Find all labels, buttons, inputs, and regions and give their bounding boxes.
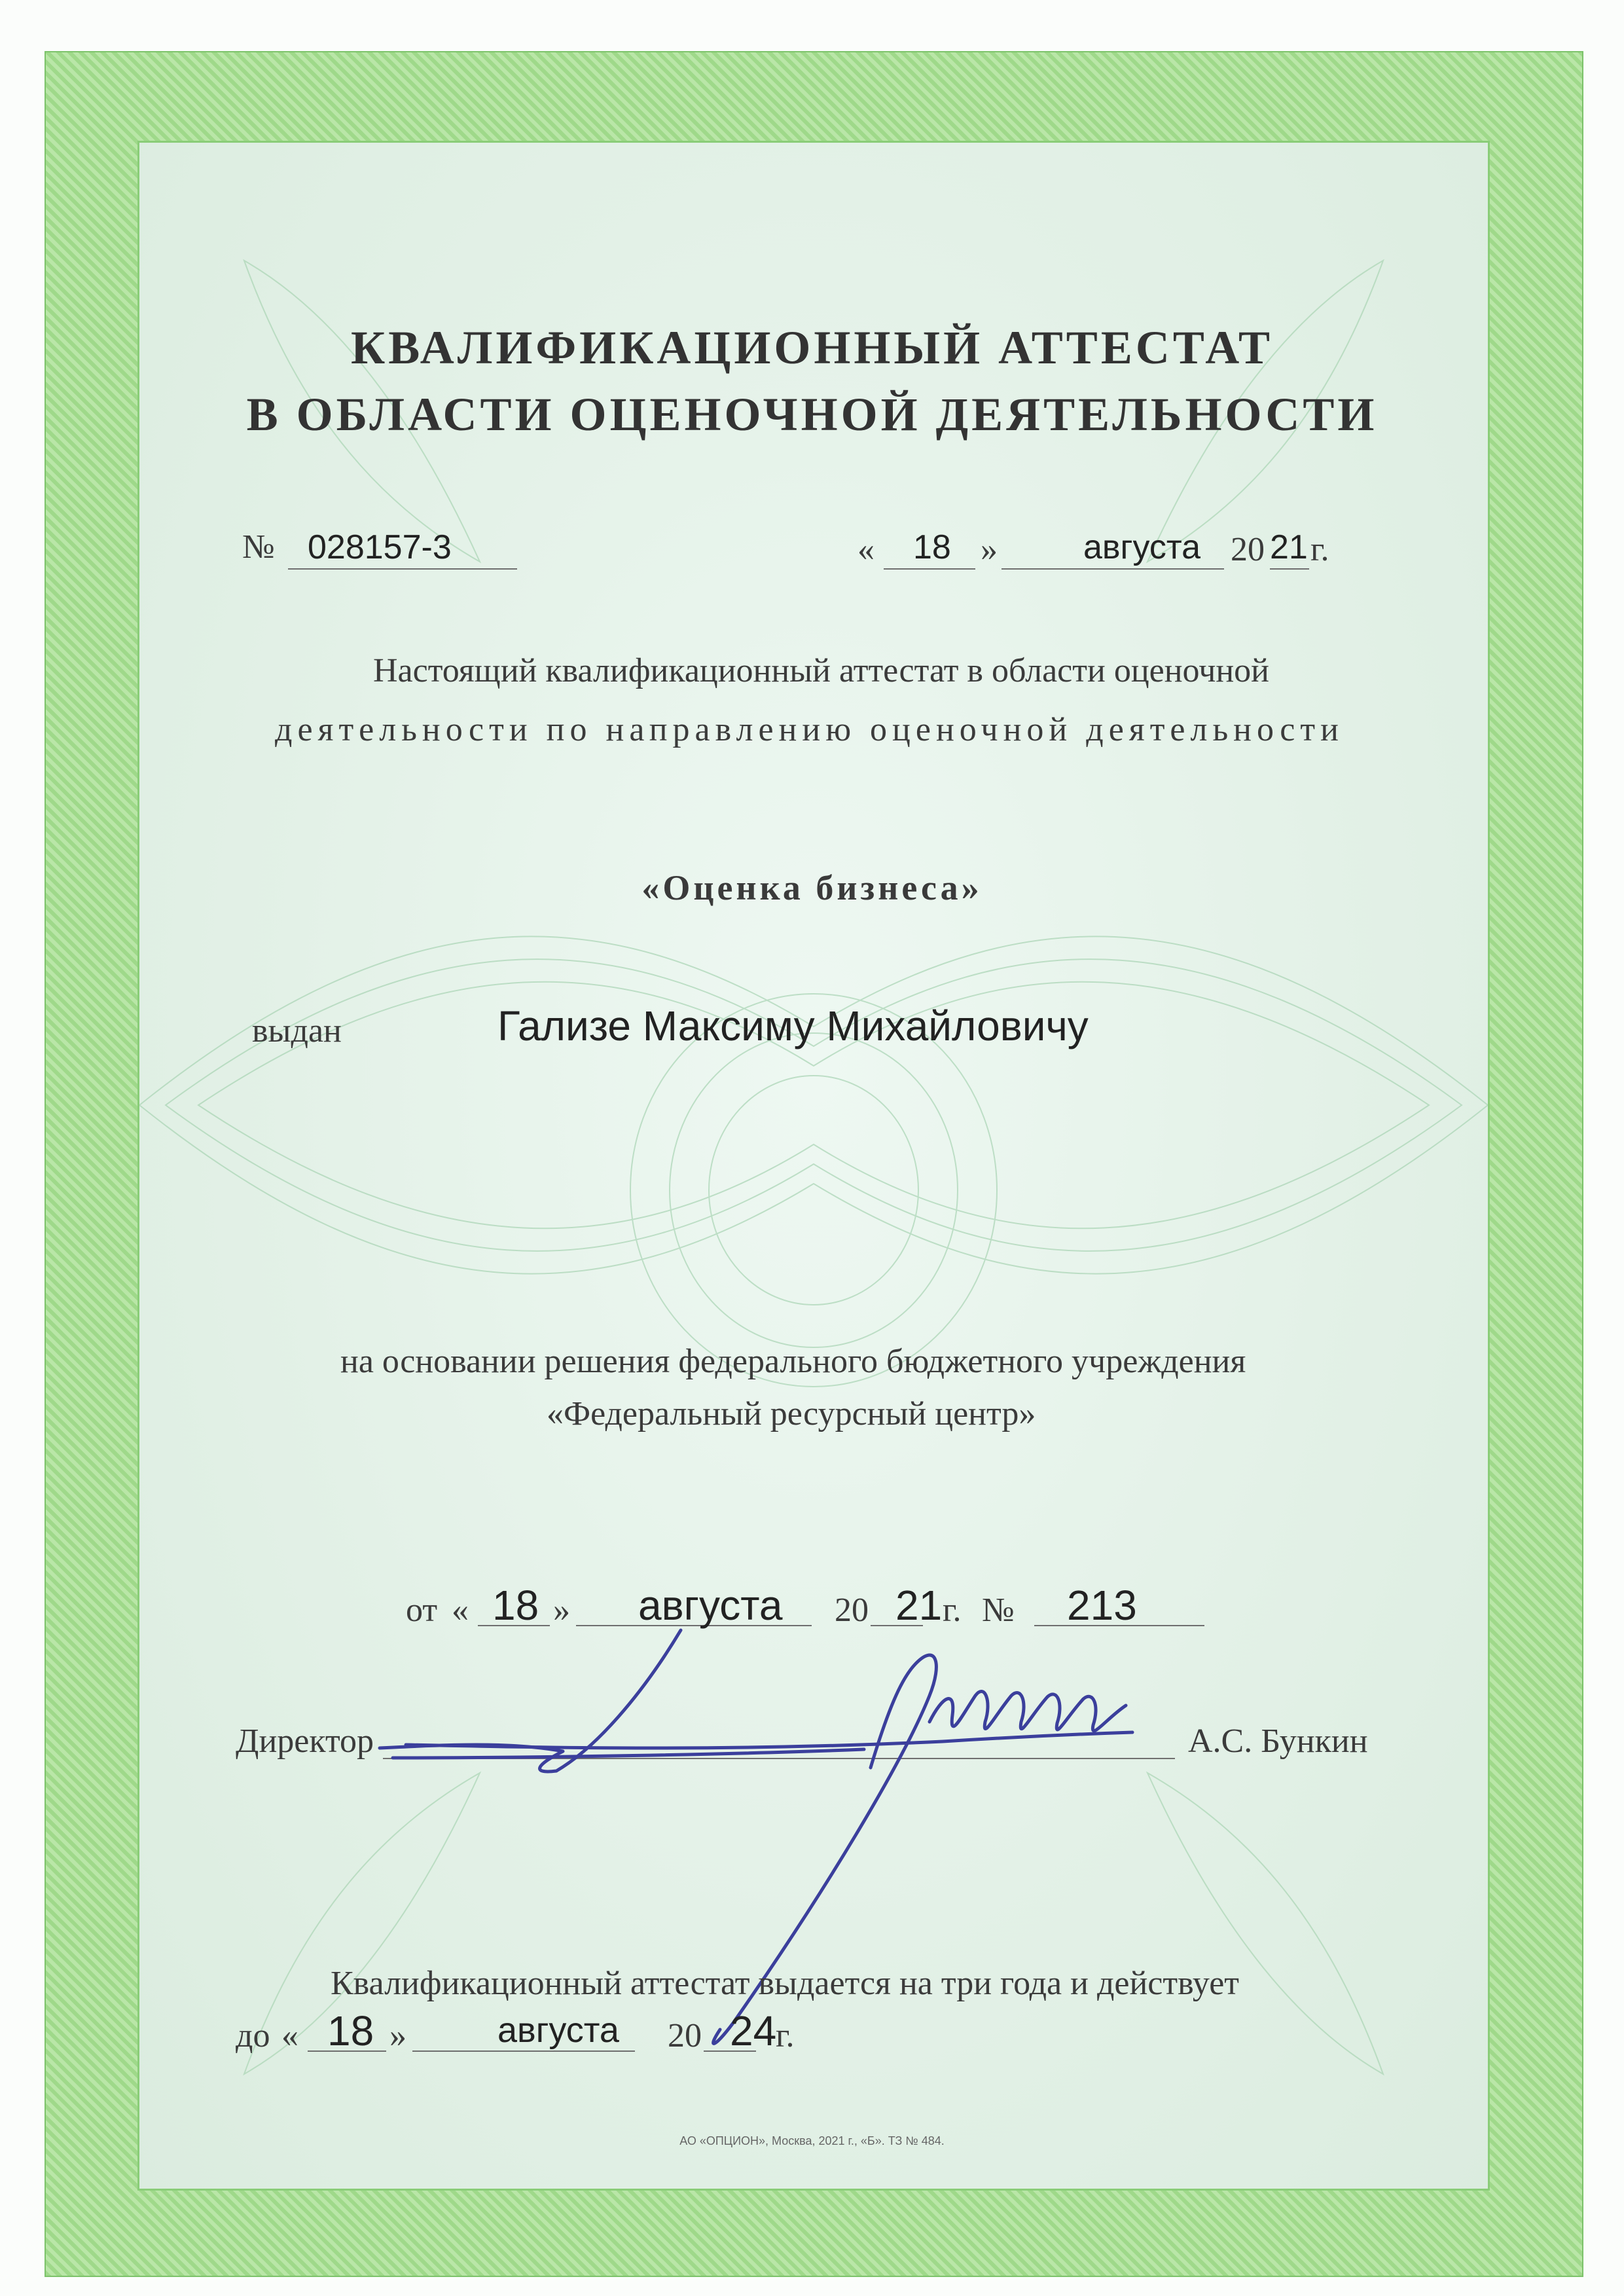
decision-close-quote: » <box>553 1592 570 1629</box>
holder-name: Гализе Максиму Михайловичу <box>497 1002 1089 1049</box>
valid-month-underline <box>412 2050 635 2052</box>
date-month-underline <box>1001 568 1224 570</box>
title-line-1: КВАЛИФИКАЦИОННЫЙ АТТЕСТАТ <box>351 321 1273 374</box>
date-open-quote: « <box>857 531 875 568</box>
issued-label: выдан <box>252 1012 342 1049</box>
valid-month: августа <box>497 2011 619 2050</box>
director-label: Директор <box>236 1722 374 1760</box>
decision-month: августа <box>638 1582 783 1629</box>
date-day: 18 <box>913 528 951 566</box>
decision-year-prefix: 20 <box>835 1592 869 1629</box>
date-year-label: г. <box>1310 531 1329 568</box>
decision-year-suffix: 21 <box>895 1582 943 1629</box>
body-line-2: деятельности по направлению оценочной деятельности <box>275 711 1344 748</box>
basis-line-2: «Федеральный ресурсный центр» <box>547 1395 1036 1432</box>
number-underline <box>288 568 517 570</box>
director-name: А.С. Бункин <box>1188 1722 1368 1760</box>
title-line-2: В ОБЛАСТИ ОЦЕНОЧНОЙ ДЕЯТЕЛЬНОСТИ <box>246 388 1378 441</box>
basis-line-1: на основании решения федерального бюджетного учреждения <box>340 1343 1246 1380</box>
date-year-prefix: 20 <box>1231 531 1265 568</box>
valid-until-label: до <box>236 2017 270 2054</box>
date-year-suffix: 21 <box>1270 528 1308 566</box>
printer-note: АО «ОПЦИОН», Москва, 2021 г., «Б». ТЗ № 484. <box>679 2134 945 2147</box>
decision-number: 213 <box>1067 1582 1137 1629</box>
date-month: августа <box>1083 528 1201 566</box>
certificate-number: 028157-3 <box>308 528 452 566</box>
decision-day: 18 <box>492 1582 539 1629</box>
body-line-1: Настоящий квалификационный аттестат в области оценочной <box>373 652 1270 689</box>
date-day-underline <box>884 568 975 570</box>
valid-day: 18 <box>327 2007 374 2054</box>
valid-year-suffix: 24 <box>730 2007 777 2054</box>
direction-title: «Оценка бизнеса» <box>641 868 983 907</box>
date-year-underline <box>1270 568 1309 570</box>
decision-number-label: № <box>982 1592 1015 1629</box>
valid-year-label: г. <box>776 2017 795 2054</box>
valid-close-quote: » <box>389 2017 406 2054</box>
date-close-quote: » <box>981 531 998 568</box>
decision-open-quote: « <box>452 1592 469 1629</box>
valid-open-quote: « <box>281 2017 298 2054</box>
valid-year-prefix: 20 <box>668 2017 702 2054</box>
validity-line: Квалификационный аттестат выдается на три года и действует <box>331 1965 1240 2002</box>
number-label: № <box>242 528 275 566</box>
decision-year-label: г. <box>943 1592 962 1629</box>
decision-from-label: от <box>406 1592 438 1629</box>
